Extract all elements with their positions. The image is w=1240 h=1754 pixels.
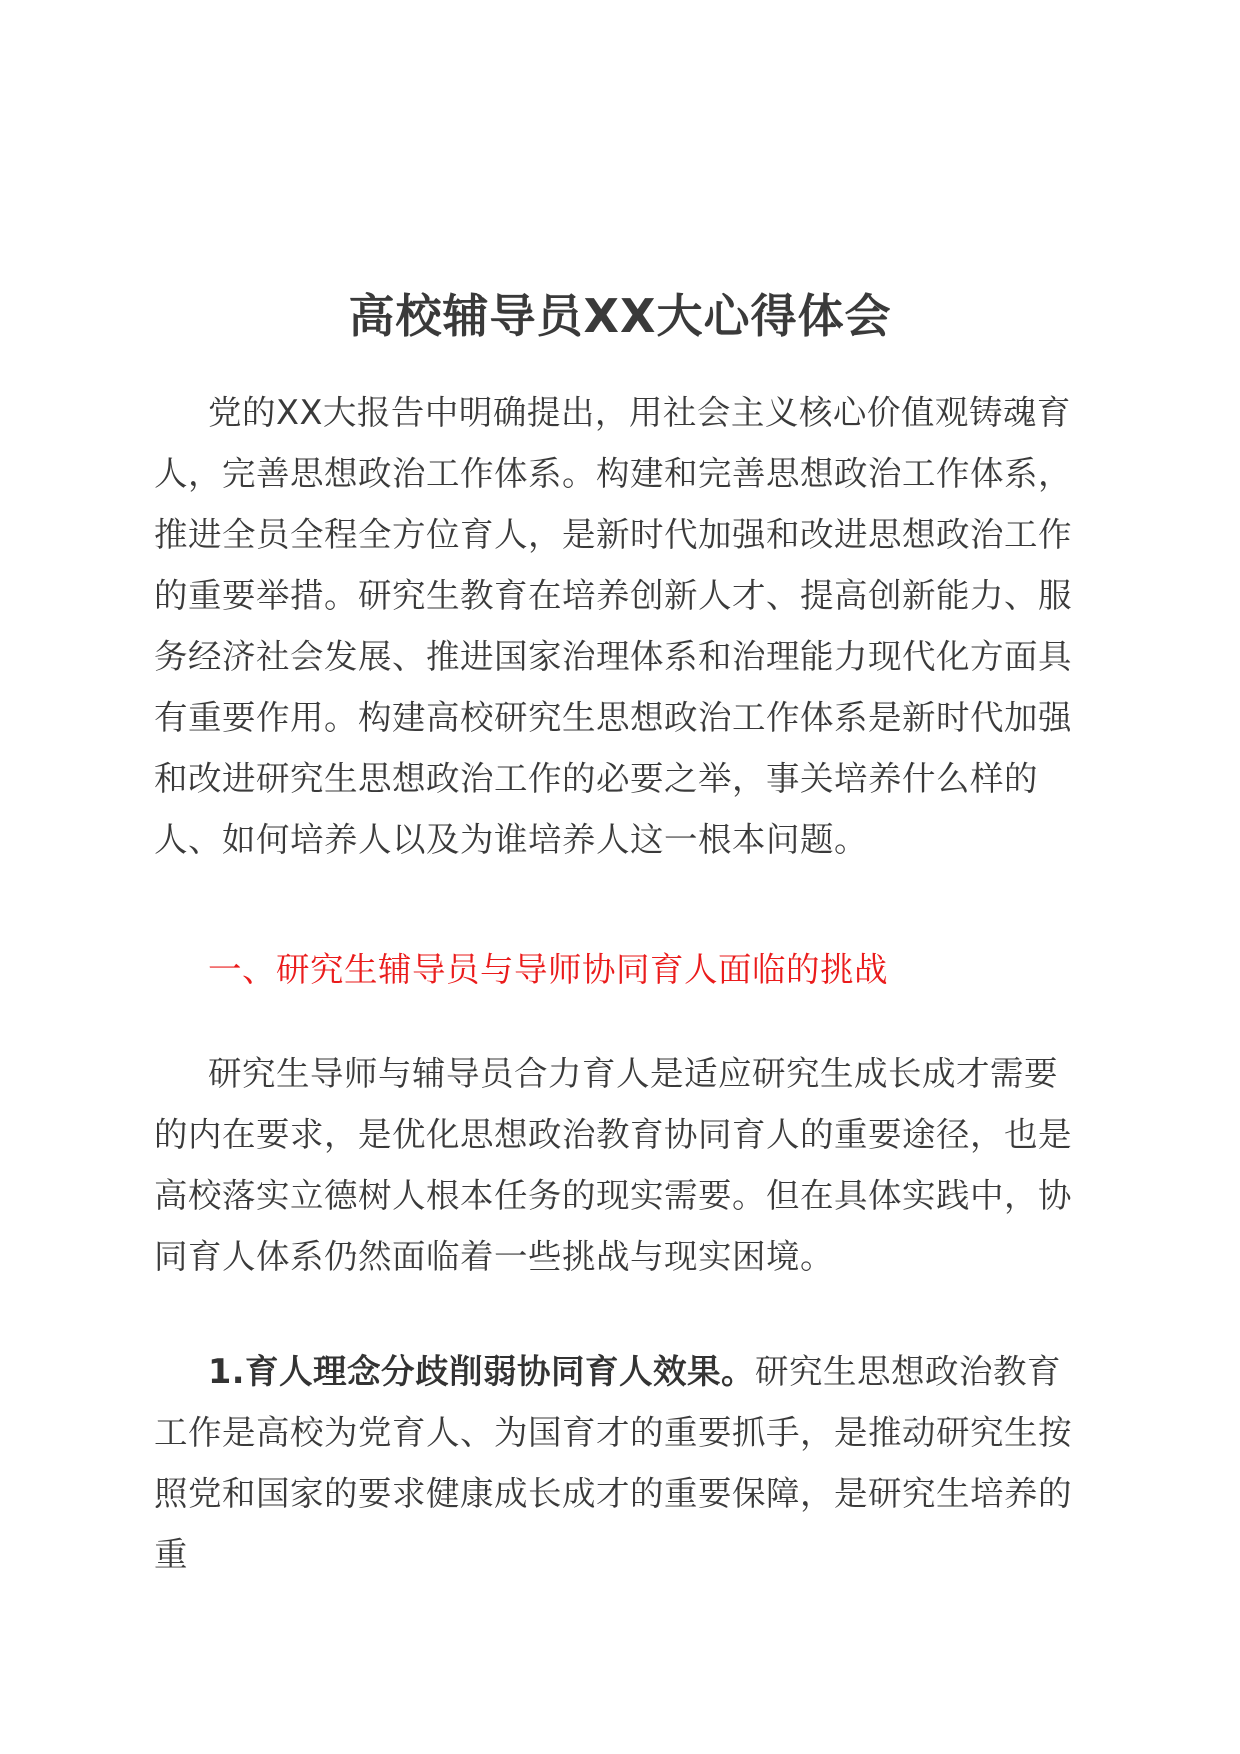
section-heading: 一、研究生辅导员与导师协同育人面临的挑战 (208, 950, 888, 989)
document-title: 高校辅导员XX大心得体会 (348, 289, 892, 343)
point-body: 研究生思想政治教育工作是高校为党育人、为国育才的重要抓手，是推动研究生按照党和国家的要求健康成长成才的重要保障，是研究生培养的重 (154, 1352, 1072, 1574)
intro-paragraph: 党的XX大报告中明确提出，用社会主义核心价值观铸魂育人，完善思想政治工作体系。构建和完善思想政治工作体系，推进全员全程全方位育人，是新时代加强和改进思想政治工作的重要举措。研究生教育在培养创新人才、提高创新能力、服务经济社会发展、推进国家治理体系和治理能力现代化方面具有重要作用。构建高校研究生思想政治工作体系是新时代加强和改进研究生思想政治工作的必要之举，事关培养什么样的人、如何培养人以及为谁培养人这一根本问题。 (154, 393, 1072, 859)
point-paragraph (154, 1341, 1084, 1585)
point-lead: 1.育人理念分歧削弱协同育人效果。 (208, 1352, 756, 1391)
section-paragraph: 研究生导师与辅导员合力育人是适应研究生成长成才需要的内在要求，是优化思想政治教育协同育人的重要途径，也是高校落实立德树人根本任务的现实需要。但在具体实践中，协同育人体系仍然面临着一些挑战与现实困境。 (154, 1054, 1072, 1276)
